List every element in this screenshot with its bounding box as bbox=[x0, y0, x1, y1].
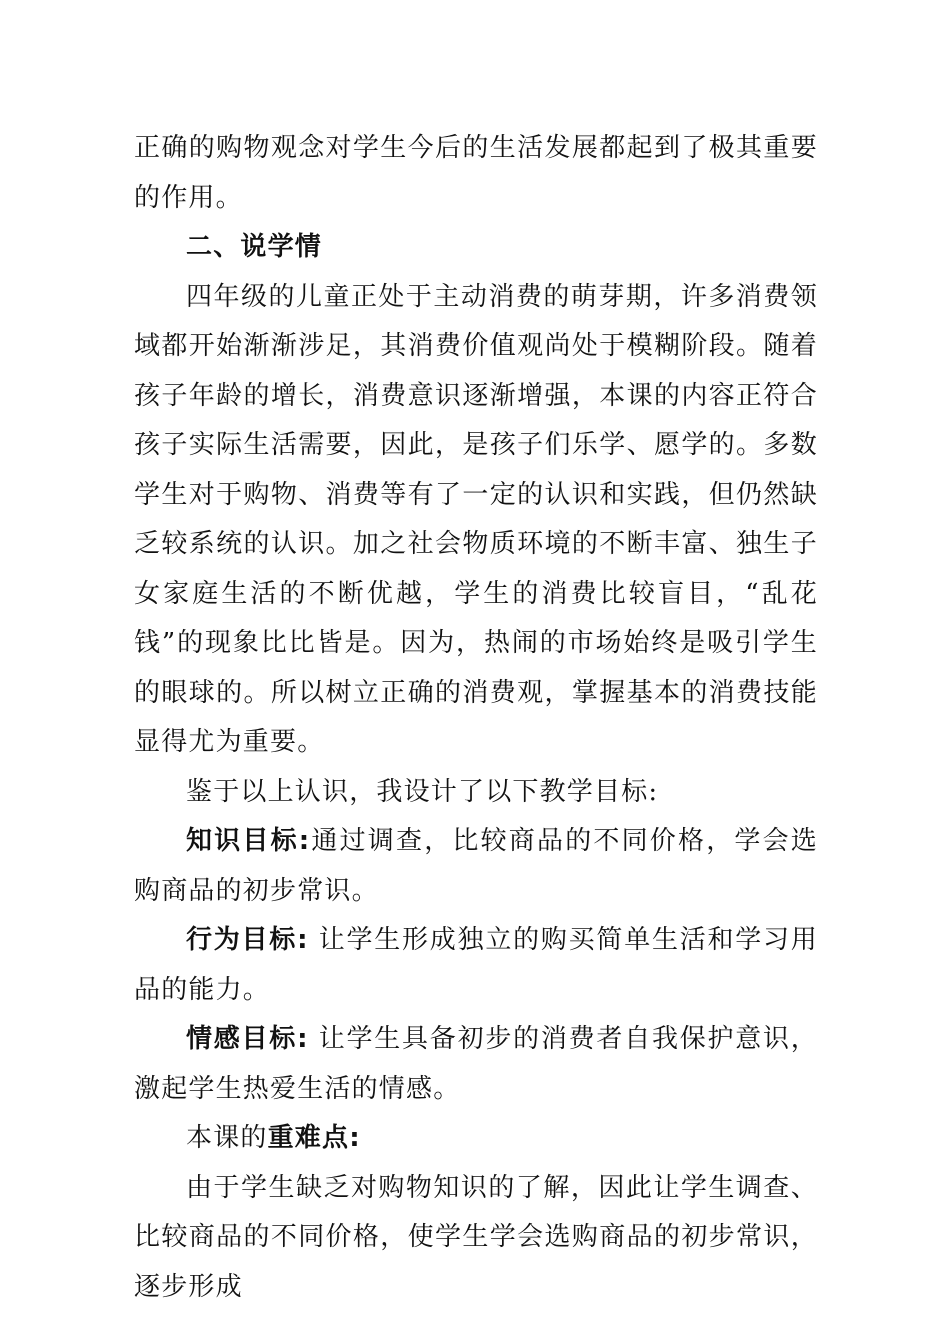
paragraph-key-points-detail: 由于学生缺乏对购物知识的了解，因此让学生调查、比较商品的不同价格，使学生学会选购商品的初步常识，逐步形成 bbox=[134, 1172, 818, 1302]
behavior-goal-text: 让学生形成独立的购买简单生活和学习用品的能力。 bbox=[134, 925, 819, 1005]
section-heading: 二、说学情 bbox=[186, 232, 323, 262]
emotion-goal-text: 让学生具备初步的消费者自我保护意识，激起学生热爱生活的情感。 bbox=[134, 1024, 819, 1104]
knowledge-goal-label: 知识目标: bbox=[186, 826, 311, 856]
paragraph-emotion-goal bbox=[134, 1015, 818, 1114]
emotion-goal-label: 情感目标: bbox=[186, 1024, 309, 1054]
behavior-goal-label: 行为目标: bbox=[186, 925, 309, 955]
paragraph-knowledge-goal bbox=[134, 817, 818, 916]
paragraph-key-points bbox=[134, 1114, 818, 1164]
paragraph-behavior-goal bbox=[134, 916, 818, 1015]
paragraph-goals-intro: 鉴于以上认识，我设计了以下教学目标: bbox=[186, 776, 659, 807]
paragraph-student-analysis: 四年级的儿童正处于主动消费的萌芽期，许多消费领域都开始渐渐涉足，其消费价值观尚处于模糊阶段。随着孩子年龄的增长，消费意识逐渐增强，本课的内容正符合孩子实际生活需要，因此，是孩子们乐学、愿学的。多数学生对于购物、消费等有了一定的认识和实践，但仍然缺乏较系统的认识。加之社会物质环境的不断丰富、独生子女家庭生活的不断优越，学生的消费比较盲目，“乱花钱”的现象比比皆是。因为，热闹的市场始终是吸引学生的眼球的。所以树立正确的消费观，掌握基本的消费技能显得尤为重要。 bbox=[134, 281, 818, 757]
key-points-prefix: 本课的 bbox=[186, 1123, 268, 1153]
paragraph-continuation: 正确的购物观念对学生今后的生活发展都起到了极其重要的作用。 bbox=[134, 133, 818, 213]
key-points-label: 重难点: bbox=[267, 1123, 361, 1153]
knowledge-goal-text: 通过调查，比较商品的不同价格，学会选购商品的初步常识。 bbox=[134, 826, 818, 906]
document-body bbox=[134, 124, 818, 1312]
